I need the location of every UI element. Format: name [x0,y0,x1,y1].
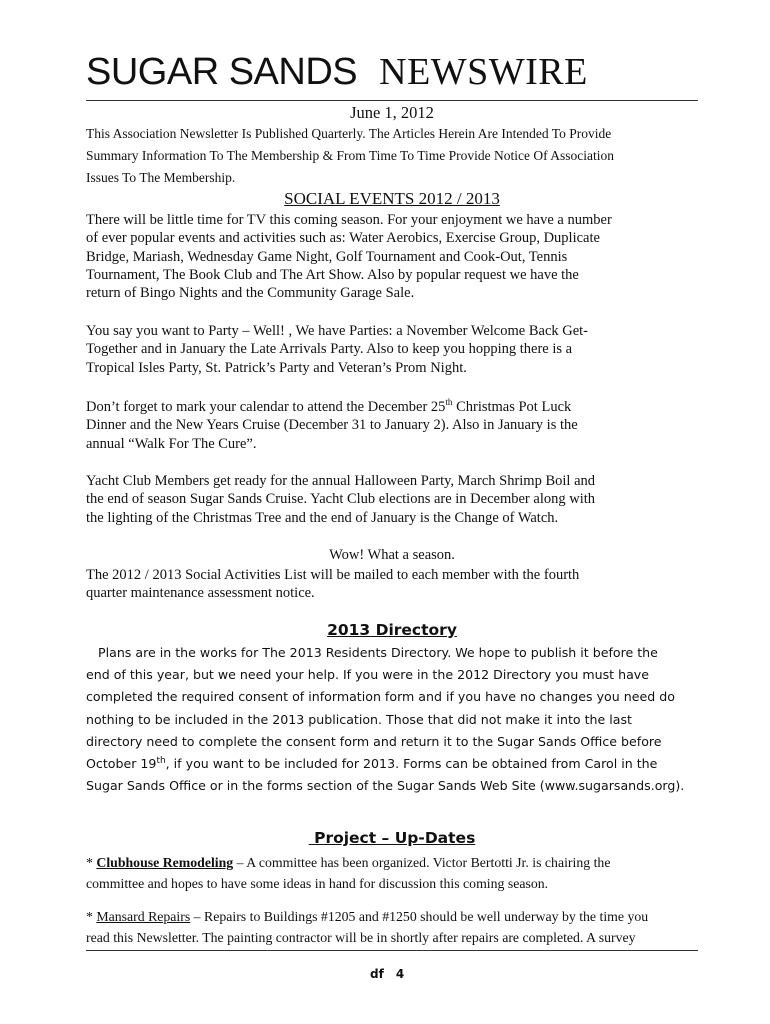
text-run: October 19 [86,756,157,772]
item-label: Clubhouse Remodeling [96,855,234,870]
item-label: Mansard Repairs [96,909,191,924]
wow-line: Wow! What a season. [329,547,455,563]
superscript: th [156,755,166,766]
paragraph-line: Dinner and the New Years Cruise (December 31 to January 2). Also in January is the [86,417,578,434]
paragraph-line: Together and in January the Late Arrivals Party. Also to keep you hopping there is a [86,341,573,358]
paragraph-line: completed the required consent of information form and if you have no changes you need do [86,689,675,705]
directory-heading [86,620,698,640]
page-number: 4 [395,967,405,981]
paragraph-line: You say you want to Party – Well! , We have Parties: a November Welcome Back Get- [86,323,589,339]
paragraph-line: the end of season Sugar Sands Cruise. Yacht Club elections are in December along with [86,491,596,508]
intro-paragraph [86,123,698,189]
paragraph-line: Bridge, Mariash, Wednesday Game Night, Golf Tournament and Cook-Out, Tennis [86,248,568,265]
text-run: – A committee has been organized. Victor Bertotti Jr. is chairing the [233,855,611,870]
paragraph-line: Yacht Club Members get ready for the annual Halloween Party, March Shrimp Boil and [86,473,596,489]
paragraph-line: the lighting of the Christmas Tree and the end of January is the Change of Watch. [86,509,559,526]
footer-mark: df [370,967,384,981]
bullet: * [86,855,97,870]
project-updates-heading-text: Project – Up-Dates [308,829,476,847]
text-run: , if you want to be included for 2013. Forms can be obtained from Carol in the [165,756,658,772]
social-paragraph-3 [86,398,698,453]
social-events-heading [86,188,698,210]
paragraph-line: end of this year, but we need your help. If you were in the 2012 Directory you must have [86,667,649,683]
text-run: Christmas Pot Luck [452,399,572,415]
project-updates-heading [86,828,698,848]
superscript: th [445,397,453,408]
paragraph-line: return of Bingo Nights and the Community Garage Sale. [86,285,415,302]
footer-rule [86,950,698,951]
social-paragraph-5 [86,566,698,603]
intro-line: Issues To The Membership. [86,170,236,185]
bullet: * [86,909,97,924]
paragraph-line [86,398,698,416]
intro-line: Summary Information To The Membership & From Time To Time Provide Notice Of Association [86,148,614,163]
intro-line: This Association Newsletter Is Published Quarterly. The Articles Herein Are Intended To Provide [86,126,612,141]
paragraph-line: directory need to complete the consent form and return it to the Sugar Sands Office before [86,733,662,749]
directory-heading-text: 2013 Directory [327,621,457,639]
social-paragraph-2 [86,322,698,377]
paragraph-line [86,753,698,775]
social-paragraph-1 [86,211,698,302]
paragraph-line: The 2012 / 2013 Social Activities List will be mailed to each member with the fourth [86,567,580,583]
page-footer [370,967,430,981]
paragraph-line: committee and hopes to have some ideas in hand for discussion this coming season. [86,876,549,891]
title-part-1: SUGAR SANDS [86,51,358,93]
paragraph-line: Plans are in the works for The 2013 Residents Directory. We hope to publish it before the [86,645,658,660]
paragraph-line: nothing to be included in the 2013 publication. Those that did not make it into the last [86,711,632,727]
social-events-heading-text: SOCIAL EVENTS 2012 / 2013 [284,189,500,208]
text-run: Don’t forget to mark your calendar to attend the December 25 [86,399,446,415]
paragraph-line: Sugar Sands Office or in the forms section of the Sugar Sands Web Site (www.sugarsands.org). [86,778,685,794]
paragraph-line: of ever popular events and activities such as: Water Aerobics, Exercise Group, Duplicate [86,230,600,247]
paragraph-line [86,852,698,873]
paragraph-line: There will be little time for TV this coming season. For your enjoyment we have a number [86,212,612,228]
header-rule [86,100,698,101]
project-item-mansard [86,906,698,948]
newsletter-title [86,48,588,96]
text-run: – Repairs to Buildings #1205 and #1250 should be well underway by the time you [190,909,649,924]
paragraph-line: annual “Walk For The Cure”. [86,435,257,452]
paragraph-line: Tropical Isles Party, St. Patrick’s Party and Veteran’s Prom Night. [86,359,467,376]
title-part-2: NEWSWIRE [379,51,588,93]
social-paragraph-4 [86,472,698,527]
issue-date: June 1, 2012 [350,103,434,122]
paragraph-line [86,906,698,927]
paragraph-line: Tournament, The Book Club and The Art Show. Also by popular request we have the [86,266,579,283]
paragraph-line: quarter maintenance assessment notice. [86,585,315,602]
project-item-clubhouse [86,852,698,894]
directory-paragraph [86,642,698,797]
paragraph-line: read this Newsletter. The painting contractor will be in shortly after repairs are completed. A survey [86,930,636,945]
